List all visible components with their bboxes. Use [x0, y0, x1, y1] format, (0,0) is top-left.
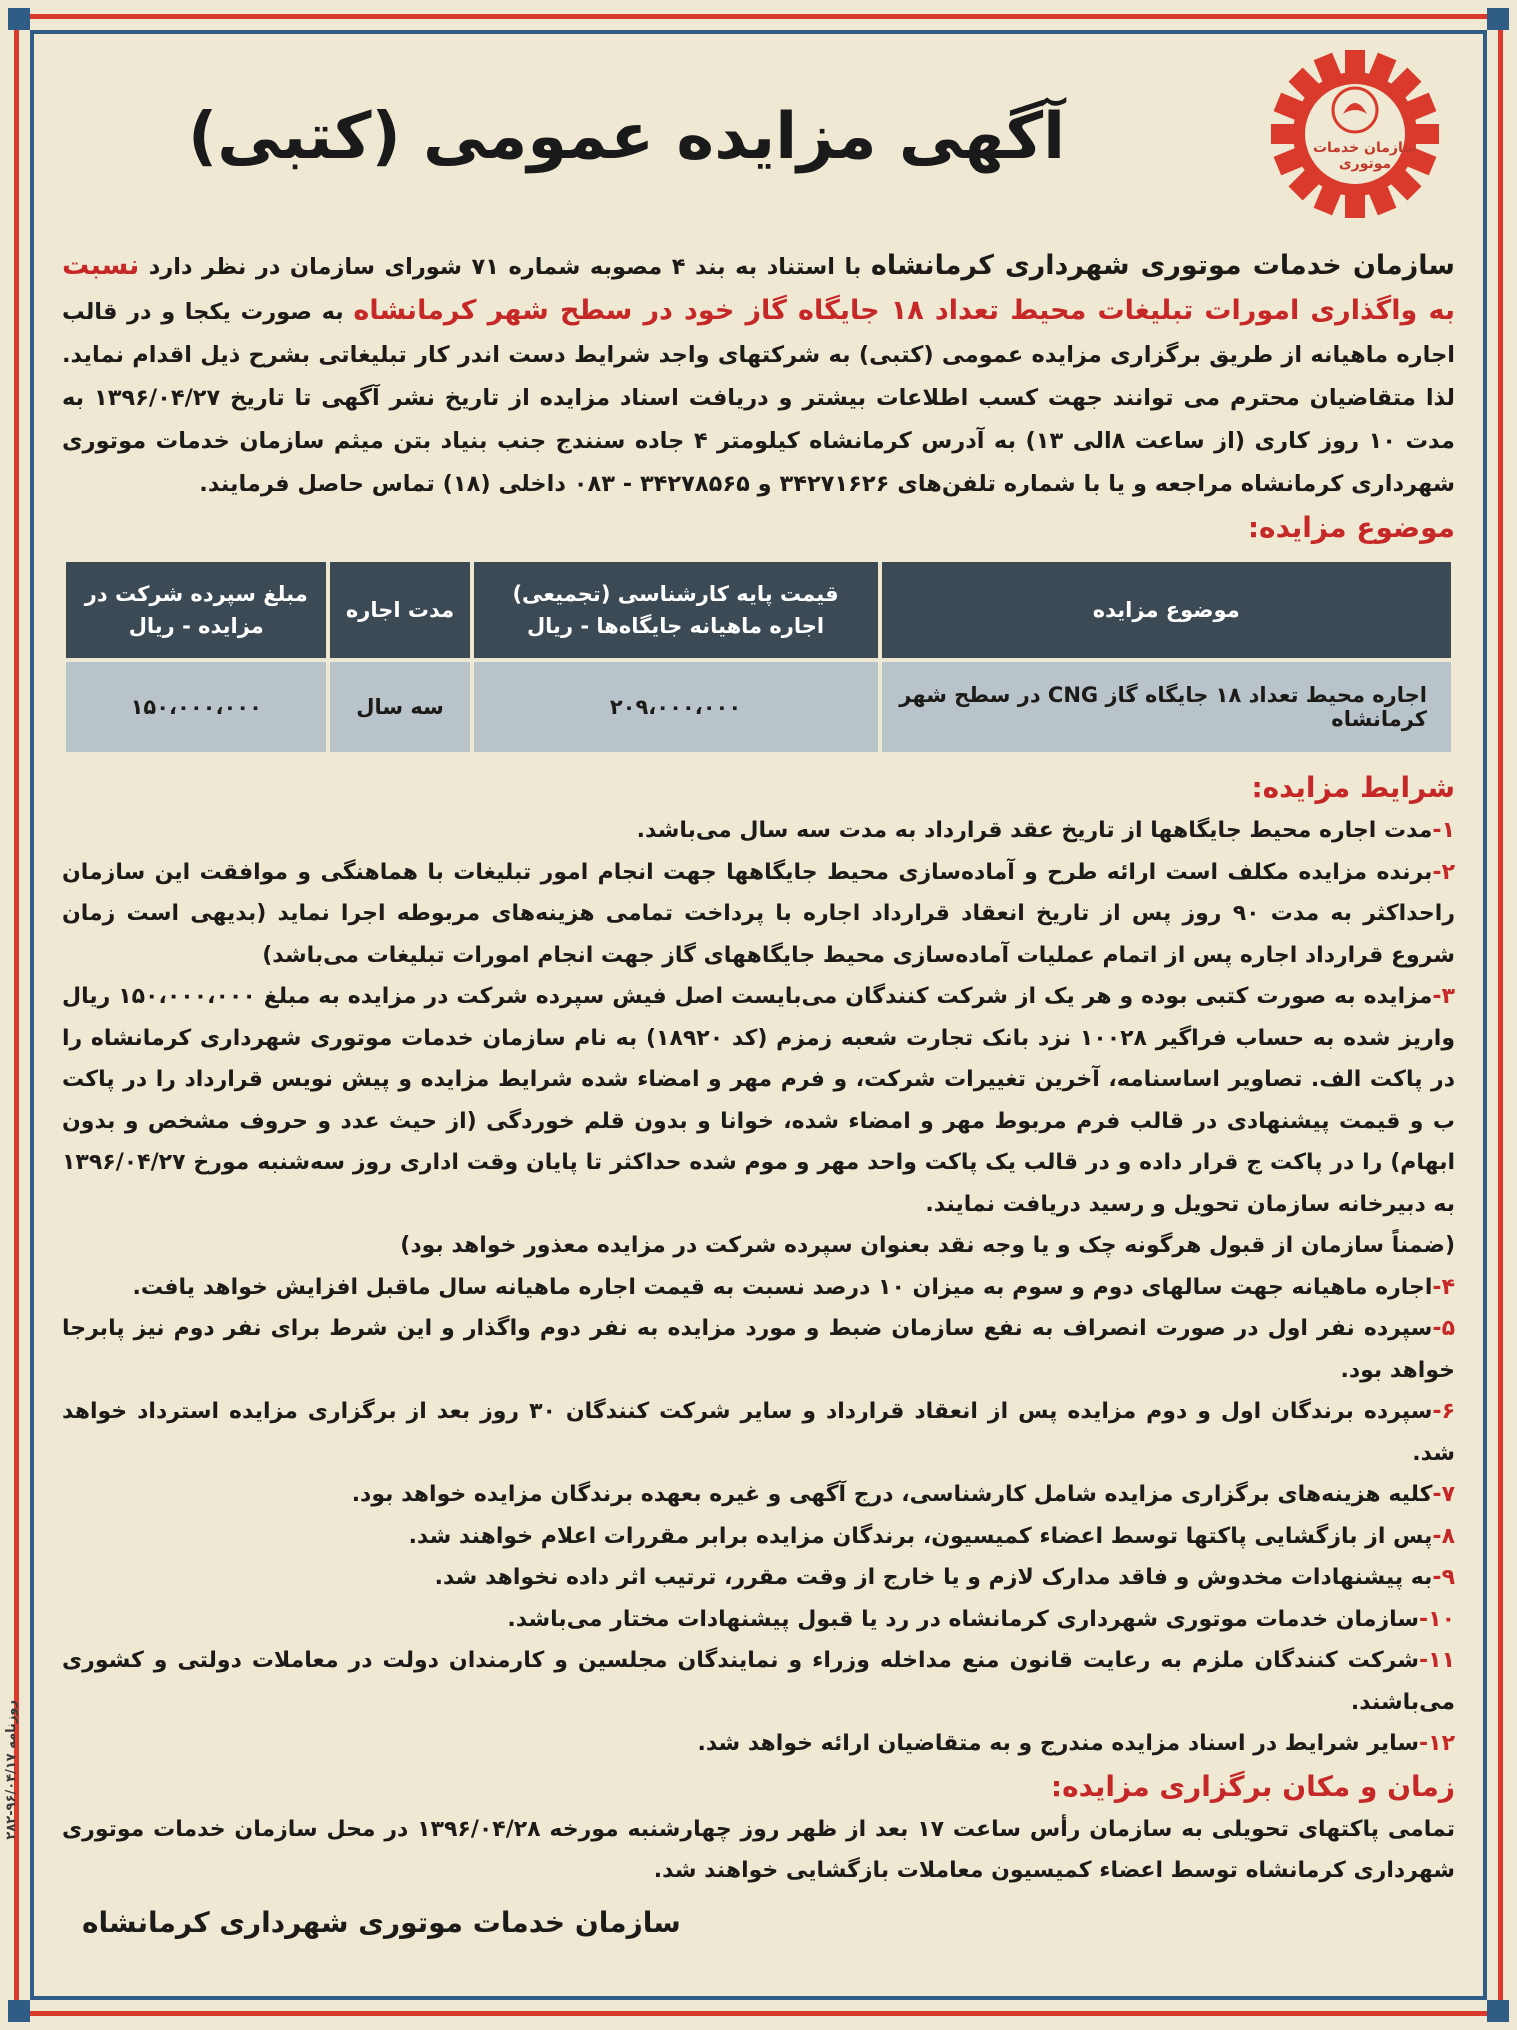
condition-item	[62, 1225, 1455, 1267]
signature: سازمان خدمات موتوری شهرداری کرمانشاه	[82, 1905, 681, 1939]
condition-text: سپرده برندگان اول و دوم مزایده پس از انعقاد قرارداد و سایر شرکت کنندگان ۳۰ روز بعد از برگزاری مزایده استرداد خواهد شد.	[62, 1399, 1455, 1466]
condition-number: ۱-	[1432, 818, 1455, 843]
condition-item	[62, 852, 1455, 977]
side-print-code: روزنامه ۹۶/۰۴/۱۷-۲۸۲	[4, 1700, 19, 1840]
logo-label: سازمان خدمات موتوری	[1312, 140, 1417, 172]
condition-text: به پیشنهادات مخدوش و فاقد مدارک لازم و یا خارج از وقت مقرر، ترتیب اثر داده نخواهد شد.	[434, 1565, 1433, 1590]
condition-item	[62, 1308, 1455, 1391]
corner-ornament	[1487, 2000, 1509, 2022]
condition-number: ۹-	[1432, 1565, 1455, 1590]
condition-text: پس از بازگشایی پاکتها توسط اعضاء کمیسیون، برندگان مزایده برابر مقررات اعلام خواهند شد.	[408, 1523, 1433, 1549]
cell-base-price: ۲۰۹،۰۰۰،۰۰۰	[474, 662, 878, 752]
intro-text-part2: به صورت یکجا و در قالب اجاره ماهیانه از طریق برگزاری مزایده عمومی (کتبی) به شرکتهای واجد شرایط دست اندر کار تبلیغاتی بشرح ذیل اقدام نماید. لذا متقاضیان محترم می توانند جهت کسب اطلاعات بیشتر و دریافت اسناد مزایده از تاریخ نشر آگهی تا تاریخ ۱۳۹۶/۰۴/۲۷ به مدت ۱۰ روز کاری (از ساعت ۸الی ۱۳) به آدرس کرمانشاه کیلومتر ۴ جاده سنندج جنب بنیاد بتن میثم سازمان خدمات موتوری شهرداری کرمانشاه مراجعه و یا با شماره تلفن‌های ۳۴۲۷۱۶۲۶ و ۳۴۲۷۸۵۶۵ - ۰۸۳ داخلی (۱۸) تماس حاصل فرمایند.	[62, 299, 1455, 497]
conditions-list	[62, 810, 1455, 1765]
ad-content	[62, 40, 1455, 1939]
cell-duration: سه سال	[330, 662, 469, 752]
condition-item	[62, 1267, 1455, 1309]
condition-item	[62, 1640, 1455, 1723]
condition-number: ۴-	[1432, 1274, 1455, 1300]
condition-number: ۷-	[1432, 1482, 1455, 1507]
condition-number: ۶-	[1432, 1399, 1455, 1424]
corner-ornament	[8, 8, 30, 30]
gear-logo-icon	[1265, 44, 1445, 224]
condition-item	[62, 1391, 1455, 1474]
condition-text: مزایده به صورت کتبی بوده و هر یک از شرکت کنندگان می‌بایست اصل فیش سپرده شرکت در مزایده به مبلغ ۱۵۰،۰۰۰،۰۰۰ ریال واریز شده به حساب فراگیر ۱۰۰۲۸ نزد بانک تجارت شعبه زمزم (کد ۱۸۹۲۰) به نام سازمان خدمات موتوری شهرداری کرمانشاه را در پاکت الف. تصاویر اساسنامه، آخرین تغییرات شرکت، و فرم مهر و امضاء شده شرایط مزایده و پیش نویس قرارداد را در پاکت ب و قیمت پیشنهادی در قالب فرم مربوط مهر و امضاء شده، خوانا و بدون قلم خوردگی (از حیث عدد و حروف مشخص و بدون ابهام) را در پاکت ج قرار داده و در قالب یک پاکت واحد مهر و موم شده حداکثر تا پایان وقت اداری روز سه‌شنبه مورخ ۱۳۹۶/۰۴/۲۷ به دبیرخانه سازمان تحویل و رسید دریافت نمایند.	[62, 984, 1455, 1217]
condition-item	[62, 1474, 1455, 1516]
intro-paragraph	[62, 244, 1455, 506]
condition-number: ۱۱-	[1419, 1648, 1455, 1673]
condition-text: سایر شرایط در اسناد مزایده مندرج و به متقاضیان ارائه خواهد شد.	[697, 1731, 1419, 1756]
column-header: مبلغ سپرده شرکت در مزایده - ریال	[66, 562, 326, 658]
condition-number: ۳-	[1432, 984, 1455, 1009]
time-place-text: تمامی پاکتهای تحویلی به سازمان رأس ساعت ۱۷ بعد از ظهر روز چهارشنبه مورخه ۱۳۹۶/۰۴/۲۸ در محل سازمان خدمات موتوری شهرداری کرمانشاه توسط اعضاء کمیسیون معاملات بازگشایی خواهند شد.	[62, 1816, 1456, 1883]
subject-heading: موضوع مزایده:	[1247, 511, 1455, 544]
condition-text: کلیه هزینه‌های برگزاری مزایده شامل کارشناسی، درج آگهی و غیره بعهده برندگان مزایده خواهد بود.	[351, 1482, 1433, 1507]
condition-text: شرکت کنندگان ملزم به رعایت قانون منع مداخله وزراء و نمایندگان مجلسین و کارمندان دولت در معاملات دولتی و کشوری می‌باشند.	[62, 1648, 1455, 1715]
condition-item	[62, 1516, 1455, 1558]
condition-text: اجاره ماهیانه جهت سالهای دوم و سوم به میزان ۱۰ درصد نسبت به قیمت اجاره ماهیانه سال ماقبل افزایش خواهد یافت.	[132, 1274, 1433, 1300]
column-header: مدت اجاره	[330, 562, 469, 658]
condition-item	[62, 1723, 1455, 1765]
intro-highlight: نسبت به واگذاری امورات تبلیغات محیط تعداد ۱۸ جایگاه گاز خود در سطح شهر کرمانشاه	[62, 250, 1455, 326]
intro-text-part1: با استناد به بند ۴ مصوبه شماره ۷۱ شورای سازمان در نظر دارد	[139, 254, 871, 280]
time-place-heading: زمان و مکان برگزاری مزایده:	[1050, 1769, 1455, 1803]
corner-ornament	[8, 2000, 30, 2022]
conditions-heading: شرایط مزایده:	[1251, 771, 1455, 804]
condition-text: سازمان خدمات موتوری شهرداری کرمانشاه در رد یا قبول پیشنهادات مختار می‌باشد.	[507, 1606, 1419, 1632]
condition-item	[62, 1557, 1455, 1599]
table-row	[66, 662, 1451, 752]
condition-text: (ضمناً سازمان از قبول هرگونه چک و یا وجه نقد بعنوان سپرده شرکت در مزایده معذور خواهد بود)	[400, 1233, 1455, 1258]
condition-text: برنده مزایده مکلف است ارائه طرح و آماده‌سازی محیط جایگاهها جهت انجام امور تبلیغات با هماهنگی و موافقت این سازمان راحداکثر به مدت ۹۰ روز پس از تاریخ انعقاد قرارداد اجاره با پرداخت تمامی هزینه‌های مربوطه اجرا نماید (بدیهی است زمان شروع قرارداد اجاره پس از اتمام عملیات آماده‌سازی محیط جایگاههای گاز جهت انجام امورات تبلیغات می‌باشد)	[62, 859, 1455, 968]
condition-item	[62, 976, 1455, 1225]
condition-number: ۱۲-	[1419, 1731, 1455, 1756]
condition-text: سپرده نفر اول در صورت انصراف به نفع سازمان ضبط و مورد مزایده به نفر دوم واگذار و این شرط برای نفر دوم نیز پابرجا خواهد بود.	[62, 1316, 1455, 1383]
condition-item	[62, 1599, 1455, 1641]
condition-item	[62, 810, 1455, 852]
condition-number: ۵-	[1432, 1316, 1455, 1341]
column-header: موضوع مزایده	[882, 562, 1452, 658]
auction-table	[62, 558, 1455, 756]
condition-number: ۸-	[1432, 1523, 1455, 1549]
condition-text: مدت اجاره محیط جایگاهها از تاریخ عقد قرارداد به مدت سه سال می‌باشد.	[636, 818, 1433, 843]
condition-number: ۲-	[1432, 859, 1455, 885]
table-header-row	[66, 562, 1451, 658]
ad-header	[62, 40, 1455, 240]
column-header: قیمت پایه کارشناسی (تجمیعی) اجاره ماهیانه جایگاه‌ها - ریال	[474, 562, 878, 658]
organization-name: سازمان خدمات موتوری شهرداری کرمانشاه	[870, 250, 1455, 281]
corner-ornament	[1487, 8, 1509, 30]
page-title: آگهی مزایده عمومی (کتبی)	[188, 100, 1065, 174]
condition-number: ۱۰-	[1419, 1606, 1455, 1632]
cell-deposit: ۱۵۰،۰۰۰،۰۰۰	[66, 662, 326, 752]
cell-subject: اجاره محیط تعداد ۱۸ جایگاه گاز CNG در سطح شهر کرمانشاه	[882, 662, 1452, 752]
